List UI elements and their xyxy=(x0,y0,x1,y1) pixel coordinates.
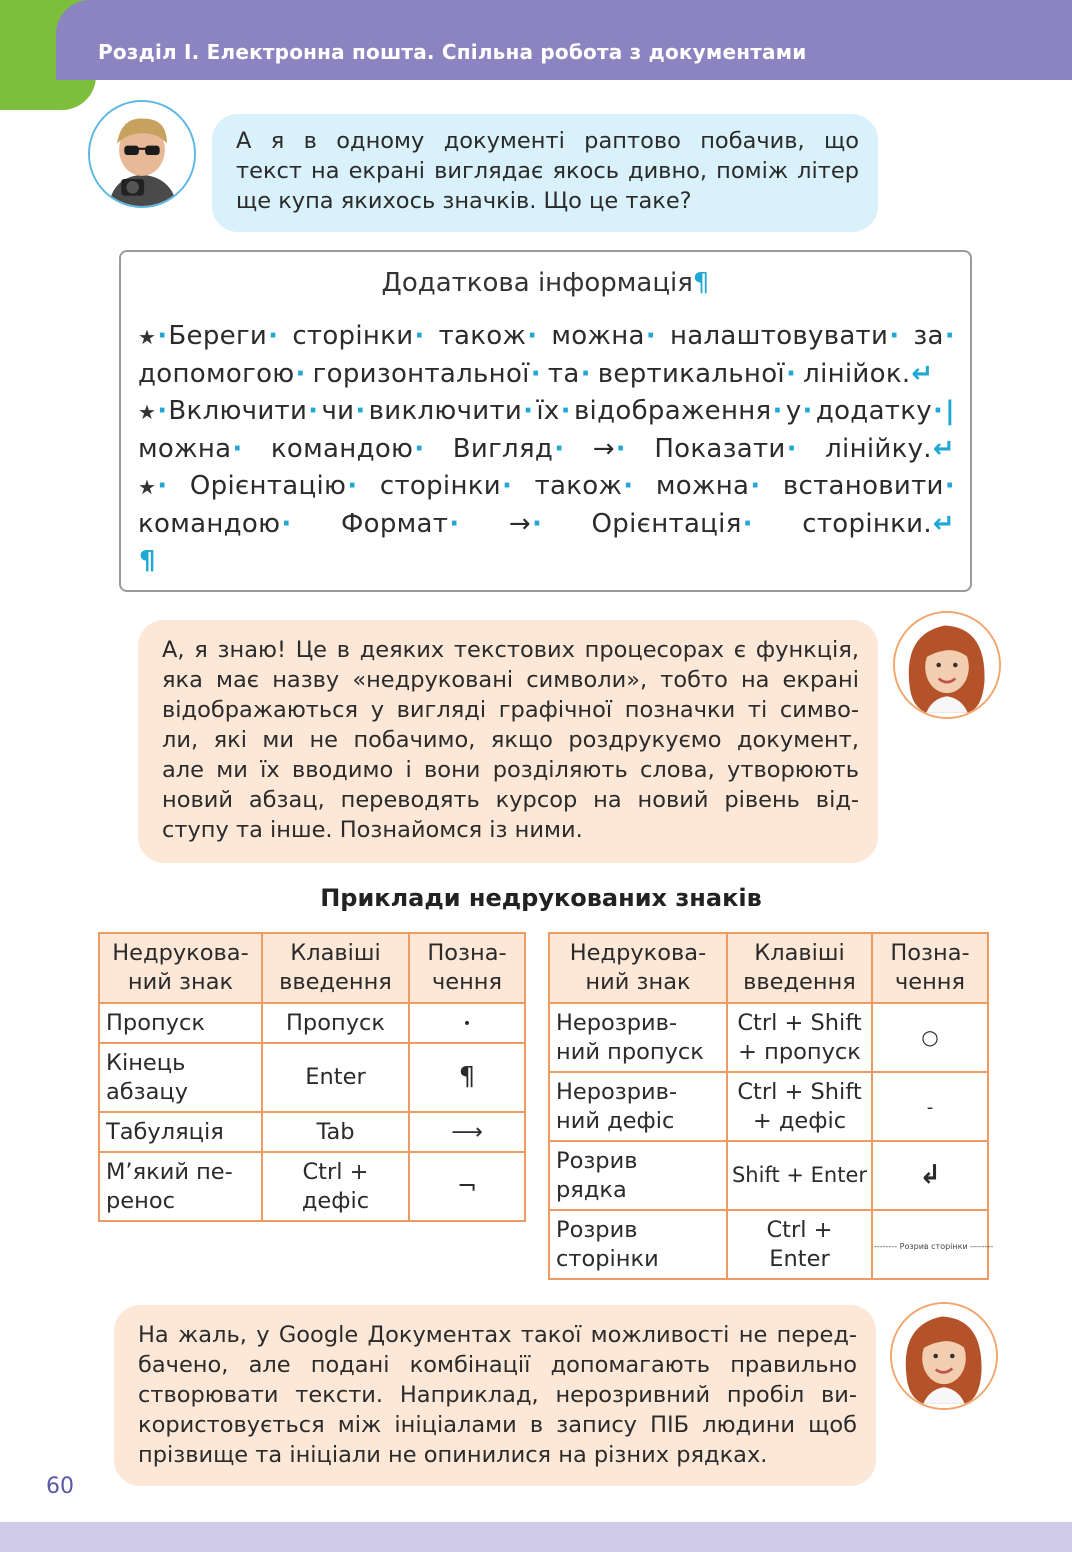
space-mark: · xyxy=(944,471,955,501)
info-line xyxy=(138,506,956,544)
symbol-cell xyxy=(872,1210,994,1279)
space-mark: · xyxy=(889,321,900,351)
keys-cell xyxy=(727,1141,872,1210)
cell-text: + пропуск xyxy=(738,1038,861,1065)
header-text: чення xyxy=(894,969,966,995)
info-title xyxy=(121,268,970,298)
girl-speech-bubble-2 xyxy=(114,1305,876,1486)
space-mark: · xyxy=(554,433,565,464)
space-mark: · xyxy=(802,396,813,426)
nbsp-circle-icon: ○ xyxy=(921,1025,939,1049)
header-text: введення xyxy=(743,969,856,995)
bubble-line: бачено, але подані комбінації допомагають правильно xyxy=(138,1352,857,1378)
info-line xyxy=(138,543,956,581)
girl-speech-bubble-1 xyxy=(138,620,878,863)
info-word: Показати xyxy=(654,433,786,464)
info-word: горизонтальної xyxy=(312,358,530,389)
line-break-mark: ↵ xyxy=(932,508,955,539)
space-mark: · xyxy=(615,433,626,464)
space-mark: · xyxy=(281,508,292,539)
name-cell xyxy=(549,1210,727,1279)
space-mark: · xyxy=(742,508,753,539)
cell-text: абзацу xyxy=(106,1078,189,1105)
keys-cell xyxy=(262,1112,409,1152)
table-row xyxy=(549,1141,988,1210)
bubble-line: ступу та інше. Познайомся із ними. xyxy=(162,817,583,843)
pilcrow-mark: ¶ xyxy=(692,268,710,298)
table-row xyxy=(99,1043,525,1112)
symbol-cell xyxy=(409,1003,525,1043)
cell-text: Кінець xyxy=(106,1049,186,1076)
space-mark: · xyxy=(623,471,634,501)
header-text: Позна- xyxy=(427,940,507,966)
space-mark: · xyxy=(232,433,243,464)
nonprinting-table-left xyxy=(98,932,526,1222)
girl-avatar xyxy=(890,1302,998,1410)
bubble-line: А я в одному документі раптово побачив, що xyxy=(236,128,859,154)
cell-text: ний дефіс xyxy=(556,1107,675,1134)
bubble-line: яка має назву «недруковані символи», тобто на екрані xyxy=(162,667,859,693)
table-row xyxy=(99,1112,525,1152)
nb-hyphen-icon: - xyxy=(926,1096,934,1118)
symbol-cell xyxy=(872,1141,988,1210)
keys-cell xyxy=(727,1003,872,1072)
info-word: командою xyxy=(138,508,281,539)
bubble-line: ще купа якихось значків. Що це таке? xyxy=(236,188,692,214)
keys-cell xyxy=(262,1043,409,1112)
info-word: встановити xyxy=(782,471,944,501)
space-mark: · xyxy=(772,396,783,426)
cell-text: Tab xyxy=(316,1118,355,1145)
info-word: Орієнтацію xyxy=(189,471,347,501)
info-word: чи xyxy=(321,396,355,426)
info-word: допомогою xyxy=(138,358,295,389)
space-mark: · xyxy=(157,321,168,351)
cell-text: Нерозрив- xyxy=(556,1009,678,1036)
space-mark: · xyxy=(580,358,591,389)
soft-hyphen-icon: ¬ xyxy=(456,1171,478,1200)
arrow-icon: → xyxy=(592,433,615,464)
cell-text: ний пропуск xyxy=(556,1038,704,1065)
info-word: виключити xyxy=(368,396,523,426)
info-word: їх xyxy=(536,396,560,426)
space-mark: · xyxy=(523,396,534,426)
symbol-cell xyxy=(409,1112,525,1152)
header-cell xyxy=(872,933,988,1003)
bubble-line: але ми їх вводимо і вони розділяють слова, утворюють xyxy=(162,757,859,783)
space-mark: · xyxy=(347,471,358,501)
pilcrow-mark: ¶ xyxy=(139,546,156,576)
line-break-mark: ↵ xyxy=(911,358,934,389)
cell-text: рядка xyxy=(556,1176,627,1203)
space-mark: · xyxy=(944,321,955,351)
line-break-mark: ↵ xyxy=(932,433,955,464)
space-mark: · xyxy=(786,433,797,464)
boy-speech-bubble xyxy=(212,114,878,232)
info-word: Формат xyxy=(340,508,449,539)
space-mark: · xyxy=(530,358,541,389)
cell-text: ренос xyxy=(106,1187,175,1214)
page-break-icon: -------- Розрив сторінки -------- xyxy=(874,1242,994,1251)
cell-text: Табуляція xyxy=(106,1118,224,1145)
header-cell xyxy=(262,933,409,1003)
space-mark: · xyxy=(785,358,797,389)
name-cell xyxy=(99,1112,262,1152)
info-word: можна xyxy=(138,433,232,464)
bubble-line: користовується між ініціалами в запису ПІБ людини щоб xyxy=(138,1412,857,1438)
info-word: також xyxy=(438,321,527,351)
header-text: Клавіші xyxy=(754,940,845,966)
chapter-title: Розділ I. Електронна пошта. Спільна робота з документами xyxy=(98,40,807,64)
space-mark: · xyxy=(355,396,366,426)
info-word: Орієнтація xyxy=(591,508,742,539)
page-number: 60 xyxy=(46,1474,74,1499)
header-text: ний знак xyxy=(585,969,691,995)
table-row xyxy=(99,1152,525,1221)
space-mark: · xyxy=(157,396,168,426)
symbol-cell xyxy=(409,1043,525,1112)
additional-info-box xyxy=(119,250,972,592)
cell-text: Ctrl + Shift xyxy=(737,1078,862,1105)
name-cell xyxy=(99,1152,262,1221)
info-line xyxy=(138,393,956,431)
cell-text: Нерозрив- xyxy=(556,1078,678,1105)
name-cell xyxy=(549,1141,727,1210)
space-mark: · xyxy=(414,433,425,464)
bubble-line: А, я знаю! Це в деяких текстових процесорах є функція, xyxy=(162,637,859,663)
info-word: Береги xyxy=(168,321,268,351)
info-word: налаштовувати xyxy=(669,321,889,351)
info-word: Вигляд xyxy=(452,433,554,464)
cell-text: Пропуск xyxy=(106,1009,205,1036)
info-word: за xyxy=(913,321,944,351)
header-cell xyxy=(549,933,727,1003)
info-word: Включити xyxy=(168,396,308,426)
info-word: сторінки. xyxy=(802,508,932,539)
info-word: також xyxy=(534,471,623,501)
info-line xyxy=(138,468,956,506)
header-text: Позна- xyxy=(890,940,970,966)
header-text: Недрукова- xyxy=(569,940,707,966)
symbol-cell xyxy=(409,1152,525,1221)
info-word: лінійок. xyxy=(803,358,911,389)
star-icon: ★ xyxy=(138,325,157,349)
text-cursor: | xyxy=(945,396,955,426)
keys-cell xyxy=(727,1072,872,1141)
bubble-line: новий абзац, переводять курсор на новий рівень від- xyxy=(162,787,859,813)
bubble-line: відображаються у вигляді графічної позначки ті симво- xyxy=(162,697,859,723)
header-cell xyxy=(409,933,525,1003)
header-text: Недрукова- xyxy=(112,940,249,966)
info-word: командою xyxy=(270,433,414,464)
space-mark: · xyxy=(560,396,571,426)
info-line xyxy=(138,356,956,394)
name-cell xyxy=(99,1003,262,1043)
star-icon: ★ xyxy=(138,400,157,424)
cell-text: Ctrl + Enter xyxy=(766,1216,833,1272)
space-dot-icon: • xyxy=(462,1016,472,1032)
table-row xyxy=(549,1210,988,1279)
info-word: сторінки xyxy=(379,471,501,501)
space-mark: · xyxy=(645,321,656,351)
header-text: чення xyxy=(431,969,503,995)
cell-text: сторінки xyxy=(556,1245,659,1272)
table-header-row xyxy=(549,933,988,1003)
cell-text: Пропуск xyxy=(286,1009,385,1036)
info-word: можна xyxy=(551,321,645,351)
info-word: додатку xyxy=(815,396,932,426)
table-row xyxy=(549,1072,988,1141)
space-mark: · xyxy=(414,321,425,351)
space-mark: · xyxy=(932,396,944,426)
symbol-cell xyxy=(872,1003,988,1072)
space-mark: · xyxy=(750,471,761,501)
cell-text: М’який пе- xyxy=(106,1158,233,1185)
cell-text: Розрив xyxy=(556,1147,638,1174)
cell-text: + дефіс xyxy=(752,1107,847,1134)
boy-avatar xyxy=(88,100,196,208)
cell-text: Enter xyxy=(305,1064,366,1090)
bubble-line: створювати тексти. Наприклад, нерозривний пробіл ви- xyxy=(138,1382,857,1408)
name-cell xyxy=(549,1072,727,1141)
footer-band xyxy=(0,1522,1072,1552)
name-cell xyxy=(549,1003,727,1072)
keys-cell xyxy=(262,1003,409,1043)
info-word: можна xyxy=(655,471,750,501)
info-line xyxy=(138,318,956,356)
info-word: вертикальної xyxy=(597,358,785,389)
arrow-icon: → xyxy=(508,508,531,539)
space-mark: · xyxy=(308,396,319,426)
table-row xyxy=(99,1003,525,1043)
cell-text: Ctrl + дефіс xyxy=(301,1158,370,1214)
pilcrow-icon: ¶ xyxy=(458,1061,476,1092)
space-mark: · xyxy=(157,471,168,501)
header-text: Клавіші xyxy=(290,940,381,966)
nonprinting-table-right xyxy=(548,932,994,1280)
info-word: лінійку. xyxy=(825,433,932,464)
bubble-line: ли, які ми не побачимо, якщо роздрукуємо документ, xyxy=(162,727,859,753)
cell-text: Shift + Enter xyxy=(731,1163,868,1187)
line-break-icon: ↲ xyxy=(919,1159,941,1190)
header-text: ний знак xyxy=(127,969,234,995)
girl-avatar xyxy=(893,611,1001,719)
header-cell xyxy=(99,933,262,1003)
keys-cell xyxy=(727,1210,872,1279)
space-mark: · xyxy=(527,321,538,351)
info-line xyxy=(138,431,956,469)
info-word: у xyxy=(785,396,802,426)
info-word: відображення xyxy=(573,396,772,426)
header-text: введення xyxy=(279,969,392,995)
space-mark: · xyxy=(531,508,543,539)
bubble-line: прізвище та ініціали не опинилися на різних рядках. xyxy=(138,1442,768,1468)
name-cell xyxy=(99,1043,262,1112)
table-row xyxy=(549,1003,988,1072)
table-caption: Приклади недрукованих знаків xyxy=(320,884,762,912)
space-mark: · xyxy=(268,321,279,351)
tab-arrow-icon: ⟶ xyxy=(451,1119,483,1145)
keys-cell xyxy=(262,1152,409,1221)
info-text xyxy=(138,318,956,581)
space-mark: · xyxy=(449,508,460,539)
header-cell xyxy=(727,933,872,1003)
info-word: сторінки xyxy=(292,321,414,351)
info-word: та xyxy=(547,358,580,389)
table-header-row xyxy=(99,933,525,1003)
info-title-text: Додаткова інформація xyxy=(381,268,693,298)
symbol-cell xyxy=(872,1072,988,1141)
space-mark: · xyxy=(295,358,306,389)
bubble-line: На жаль, у Google Документах такої можливості не перед- xyxy=(138,1322,857,1348)
cell-text: Ctrl + Shift xyxy=(737,1009,862,1036)
space-mark: · xyxy=(501,471,513,501)
cell-text: Розрив xyxy=(556,1216,638,1243)
bubble-line: текст на екрані виглядає якось дивно, поміж літер xyxy=(236,158,859,184)
star-icon: ★ xyxy=(138,475,157,499)
